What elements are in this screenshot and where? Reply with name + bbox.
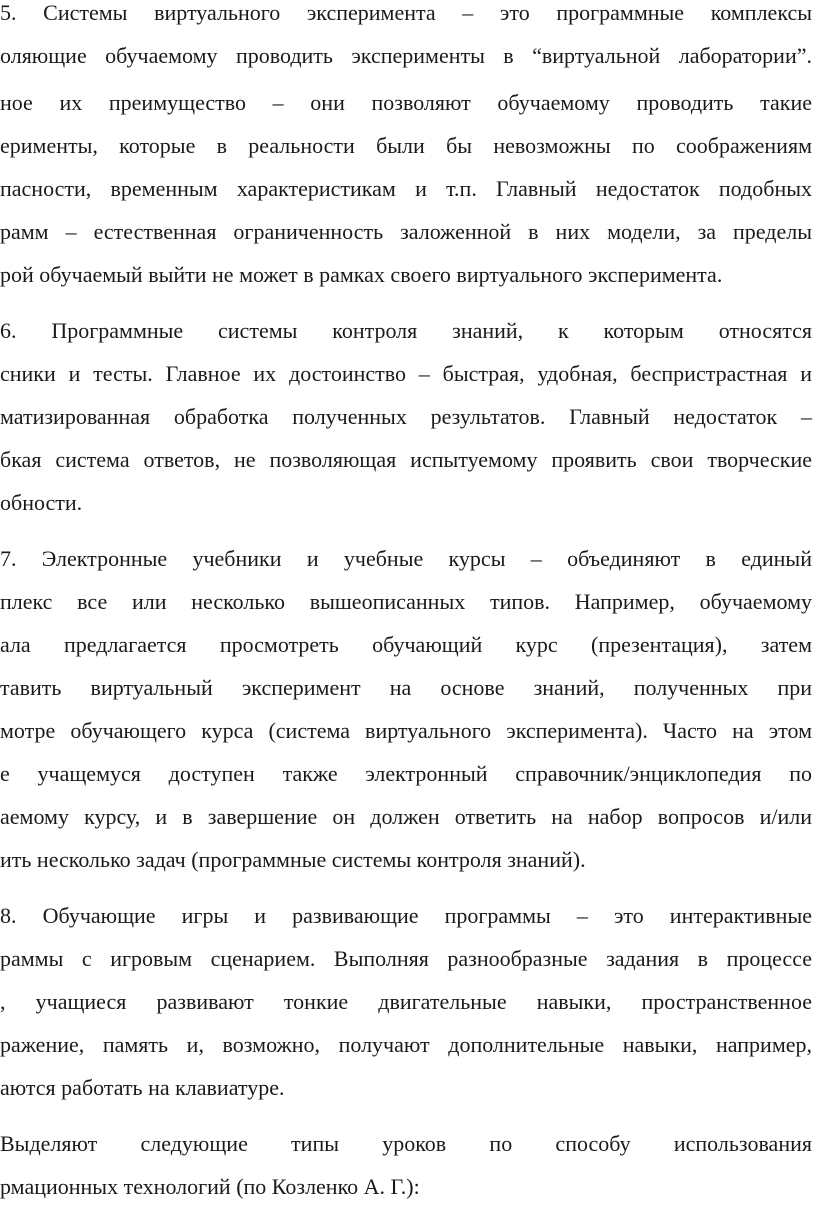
paragraph-3-line-8: ить несколько задач (программные системы контроля знаний). [0,847,586,872]
paragraph-2-line-4: бкая система ответов, не позволяющая испытуемому проявить свои творческие [0,447,812,472]
paragraph-3-line-2: плекс все или несколько вышеописанных типов. Например, обучаемому [0,589,812,614]
paragraph-5-line-2: рмационных технологий (по Козленко А. Г.): [0,1174,420,1199]
paragraph-1-line-2: оляющие обучаемому проводить эксперименты в “виртуальной лаборатории”. [0,43,812,68]
paragraph-3-line-7: аемому курсу, и в завершение он должен ответить на набор вопросов и/или [0,804,812,829]
paragraph-4-line-1: 8. Обучающие игры и развивающие программы – это интерактивные [0,903,812,928]
paragraph-3-line-5: мотре обучающего курса (система виртуального эксперимента). Часто на этом [0,718,812,743]
paragraph-1-line-3: ное их преимущество – они позволяют обучаемому проводить такие [0,90,812,115]
paragraph-3-line-6: е учащемуся доступен также электронный справочник/энциклопедия по [0,761,812,786]
paragraph-1-line-4: ерименты, которые в реальности были бы невозможны по соображениям [0,133,812,158]
paragraph-2-line-5: обности. [0,490,83,515]
paragraph-1-line-6: рамм – естественная ограниченность заложенной в них модели, за пределы [0,219,812,244]
paragraph-1-line-1: 5. Системы виртуального эксперимента – это программные комплексы [0,0,812,25]
paragraph-4-line-4: ражение, память и, возможно, получают дополнительные навыки, например, [0,1032,812,1057]
paragraph-4-line-3: , учащиеся развивают тонкие двигательные навыки, пространственное [0,989,812,1014]
paragraph-2-line-2: сники и тесты. Главное их достоинство – быстрая, удобная, беспристрастная и [0,361,812,386]
paragraph-2-line-1: 6. Программные системы контроля знаний, к которым относятся [0,318,812,343]
paragraph-5-line-1: Выделяют следующие типы уроков по способу использования [0,1131,812,1156]
paragraph-1-line-5: пасности, временным характеристикам и т.п. Главный недостаток подобных [0,176,812,201]
paragraph-3-line-4: тавить виртуальный эксперимент на основе знаний, полученных при [0,675,812,700]
paragraph-3-line-1: 7. Электронные учебники и учебные курсы – объединяют в единый [0,546,812,571]
paragraph-4-line-2: раммы с игровым сценарием. Выполняя разнообразные задания в процессе [0,946,812,971]
paragraph-2-line-3: матизированная обработка полученных результатов. Главный недостаток – [0,404,812,429]
paragraph-1-line-7: рой обучаемый выйти не может в рамках своего виртуального эксперимента. [0,262,723,287]
paragraph-4-line-5: аются работать на клавиатуре. [0,1075,285,1100]
paragraph-3-line-3: ала предлагается просмотреть обучающий курс (презентация), затем [0,632,812,657]
